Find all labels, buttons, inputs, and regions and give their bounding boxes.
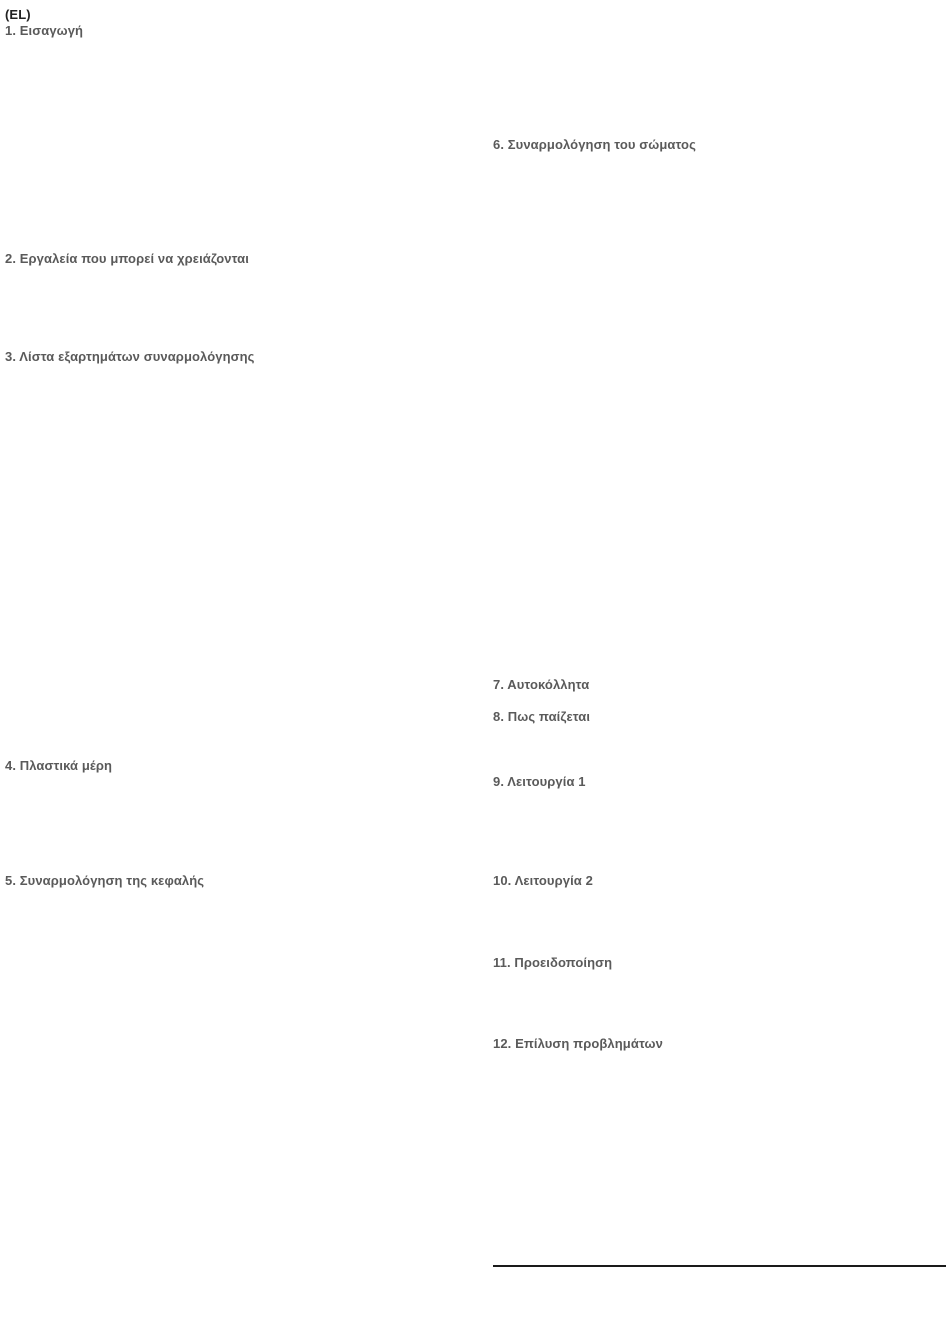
section-heading-function-2: 10. Λειτουργία 2 bbox=[493, 873, 593, 888]
section-heading-plastic-parts: 4. Πλαστικά μέρη bbox=[5, 758, 113, 773]
section-heading-tools: 2. Εργαλεία που μπορεί να χρειάζονται bbox=[5, 251, 249, 266]
section-heading-introduction: 1. Εισαγωγή bbox=[5, 23, 84, 38]
section-heading-stickers: 7. Αυτοκόλλητα bbox=[493, 677, 590, 692]
section-heading-troubleshooting: 12. Επίλυση προβλημάτων bbox=[493, 1036, 663, 1051]
language-tag: (EL) bbox=[5, 7, 31, 22]
section-heading-parts-list: 3. Λίστα εξαρτημάτων συναρμολόγησης bbox=[5, 349, 255, 364]
section-heading-head-assembly: 5. Συναρμολόγηση της κεφαλής bbox=[5, 873, 205, 888]
horizontal-divider bbox=[493, 1265, 946, 1267]
section-heading-warning: 11. Προειδοποίηση bbox=[493, 955, 613, 970]
section-heading-how-to-play: 8. Πως παίζεται bbox=[493, 709, 591, 724]
section-heading-function-1: 9. Λειτουργία 1 bbox=[493, 774, 586, 789]
section-heading-body-assembly: 6. Συναρμολόγηση του σώματος bbox=[493, 137, 696, 152]
